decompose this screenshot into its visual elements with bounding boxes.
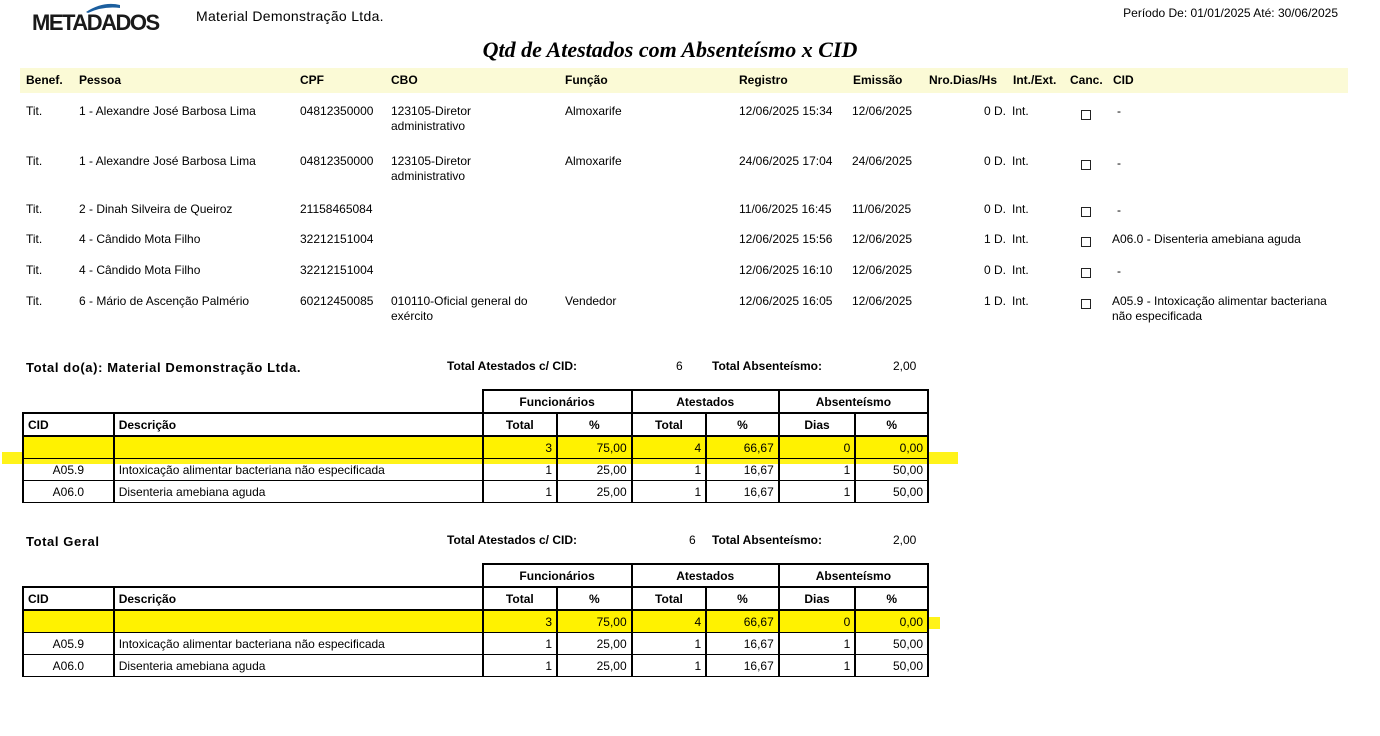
row-cid: - bbox=[1117, 104, 1121, 118]
row-cpf: 04812350000 bbox=[300, 104, 374, 118]
row-cid: A05.9 - Intoxicação alimentar bacteriana não especificada bbox=[1112, 294, 1327, 323]
hdr-descricao: Descrição bbox=[114, 587, 483, 610]
row-pessoa: 1 - Alexandre José Barbosa Lima bbox=[79, 104, 256, 118]
row-benef: Tit. bbox=[26, 294, 43, 308]
row-funcao: Almoxarife bbox=[565, 104, 622, 118]
cell-func-total: 1 bbox=[483, 655, 558, 677]
hdr-absenteismo: Absenteísmo bbox=[779, 564, 928, 587]
row-benef: Tit. bbox=[26, 202, 43, 216]
canc-checkbox[interactable] bbox=[1081, 268, 1091, 278]
row-benef: Tit. bbox=[26, 263, 43, 277]
row-cid: A06.0 - Disenteria amebiana aguda bbox=[1112, 232, 1301, 246]
cell-at-pct: 16,67 bbox=[706, 459, 779, 481]
table-row bbox=[23, 436, 928, 459]
hdr-cid: CID bbox=[23, 587, 114, 610]
company-name: Material Demonstração Ltda. bbox=[196, 8, 384, 24]
hdr-dias: Dias bbox=[779, 587, 856, 610]
cell-func-pct: 25,00 bbox=[557, 655, 632, 677]
table-row bbox=[23, 481, 928, 503]
cell-func-total: 1 bbox=[483, 481, 558, 503]
col-cbo: CBO bbox=[391, 73, 418, 87]
hdr-func-pct: % bbox=[557, 413, 632, 436]
cell-at-pct: 16,67 bbox=[706, 655, 779, 677]
hdr-funcionarios: Funcionários bbox=[483, 390, 632, 413]
hdr-dias: Dias bbox=[779, 413, 856, 436]
cell-descricao: Intoxicação alimentar bacteriana não especificada bbox=[114, 459, 483, 481]
cell-abs-pct: 0,00 bbox=[855, 610, 928, 633]
row-registro: 12/06/2025 15:34 bbox=[739, 104, 833, 118]
hdr-func-total: Total bbox=[483, 587, 558, 610]
total-absenteismo-label: Total Absenteísmo: bbox=[712, 359, 823, 373]
cell-at-total: 1 bbox=[632, 481, 707, 503]
canc-checkbox[interactable] bbox=[1081, 237, 1091, 247]
col-benef: Benef. bbox=[26, 73, 63, 87]
hdr-abs-pct: % bbox=[855, 413, 928, 436]
hdr-at-pct: % bbox=[706, 413, 779, 436]
hdr-atestados: Atestados bbox=[632, 390, 779, 413]
row-registro: 12/06/2025 15:56 bbox=[739, 232, 833, 246]
cell-abs-pct: 50,00 bbox=[855, 481, 928, 503]
cell-func-pct: 25,00 bbox=[557, 633, 632, 655]
cell-at-pct: 16,67 bbox=[706, 633, 779, 655]
row-cpf: 21158465084 bbox=[300, 202, 373, 216]
row-cid: - bbox=[1117, 203, 1121, 217]
row-benef: Tit. bbox=[26, 154, 43, 168]
col-pessoa: Pessoa bbox=[79, 73, 122, 87]
cell-dias: 1 bbox=[779, 481, 856, 503]
cell-cid bbox=[23, 436, 114, 459]
row-int-ext: Int. bbox=[1012, 294, 1029, 308]
hdr-func-total: Total bbox=[483, 413, 558, 436]
cell-at-total: 4 bbox=[632, 436, 707, 459]
row-emissao: 11/06/2025 bbox=[852, 202, 912, 216]
row-cbo: 123105-Diretor administrativo bbox=[391, 154, 472, 183]
row-cid: - bbox=[1117, 264, 1121, 278]
cell-dias: 1 bbox=[779, 633, 856, 655]
col-emissao: Emissão bbox=[853, 73, 903, 87]
cell-at-total: 4 bbox=[632, 610, 707, 633]
col-cpf: CPF bbox=[300, 73, 324, 87]
hdr-at-pct: % bbox=[706, 587, 779, 610]
table-row bbox=[23, 459, 928, 481]
cell-descricao bbox=[114, 436, 483, 459]
summary-table bbox=[22, 389, 929, 503]
column-header-band bbox=[20, 68, 1348, 93]
canc-checkbox[interactable] bbox=[1081, 160, 1091, 170]
cell-func-pct: 75,00 bbox=[557, 436, 632, 459]
cell-dias: 1 bbox=[779, 459, 856, 481]
period-range: Período De: 01/01/2025 Até: 30/06/2025 bbox=[1123, 6, 1338, 20]
row-pessoa: 2 - Dinah Silveira de Queiroz bbox=[79, 202, 233, 216]
row-registro: 12/06/2025 16:10 bbox=[739, 263, 833, 277]
hdr-at-total: Total bbox=[632, 413, 707, 436]
row-int-ext: Int. bbox=[1012, 232, 1029, 246]
cell-descricao: Disenteria amebiana aguda bbox=[114, 481, 483, 503]
row-emissao: 12/06/2025 bbox=[852, 294, 913, 308]
row-pessoa: 6 - Mário de Ascenção Palmério bbox=[79, 294, 250, 308]
table-row bbox=[23, 610, 928, 633]
cell-cid: A06.0 bbox=[23, 655, 114, 677]
row-cpf: 32212151004 bbox=[300, 232, 374, 246]
canc-checkbox[interactable] bbox=[1081, 299, 1091, 309]
row-cbo: 123105-Diretor administrativo bbox=[391, 104, 472, 133]
table-row bbox=[23, 633, 928, 655]
row-cpf: 04812350000 bbox=[300, 154, 374, 168]
cell-func-pct: 75,00 bbox=[557, 610, 632, 633]
cell-func-total: 1 bbox=[483, 633, 558, 655]
row-int-ext: Int. bbox=[1012, 154, 1029, 168]
row-cpf: 60212450085 bbox=[300, 294, 374, 308]
total-prefix: Total Geral bbox=[26, 534, 100, 549]
cell-func-pct: 25,00 bbox=[557, 481, 632, 503]
col-canc: Canc. bbox=[1070, 73, 1103, 87]
cell-func-total: 3 bbox=[483, 610, 558, 633]
cell-at-total: 1 bbox=[632, 633, 707, 655]
row-pessoa: 4 - Cândido Mota Filho bbox=[79, 263, 201, 277]
cell-cid: A06.0 bbox=[23, 481, 114, 503]
cell-dias: 0 bbox=[779, 436, 856, 459]
total-prefix: Total do(a): bbox=[26, 360, 103, 375]
cell-at-total: 1 bbox=[632, 459, 707, 481]
hdr-descricao: Descrição bbox=[114, 413, 483, 436]
cell-func-total: 1 bbox=[483, 459, 558, 481]
row-int-ext: Int. bbox=[1012, 202, 1029, 216]
row-nro-dias: 0 D. bbox=[984, 154, 1007, 168]
col-nro-dias: Nro.Dias/Hs bbox=[929, 73, 998, 87]
table-row bbox=[23, 655, 928, 677]
logo: METADADOS bbox=[32, 10, 159, 35]
cell-descricao: Intoxicação alimentar bacteriana não especificada bbox=[114, 633, 483, 655]
cell-at-pct: 66,67 bbox=[706, 436, 779, 459]
total-atestados-value: 6 bbox=[676, 359, 683, 373]
row-nro-dias: 0 D. bbox=[984, 263, 1007, 277]
cell-at-pct: 16,67 bbox=[706, 481, 779, 503]
row-funcao: Almoxarife bbox=[565, 154, 622, 168]
cell-abs-pct: 50,00 bbox=[855, 459, 928, 481]
cell-abs-pct: 50,00 bbox=[855, 655, 928, 677]
cell-cid: A05.9 bbox=[23, 633, 114, 655]
total-absenteismo-label: Total Absenteísmo: bbox=[712, 533, 823, 547]
row-benef: Tit. bbox=[26, 104, 43, 118]
row-cpf: 32212151004 bbox=[300, 263, 374, 277]
hdr-cid: CID bbox=[23, 413, 114, 436]
cell-abs-pct: 0,00 bbox=[855, 436, 928, 459]
report-title-text: Qtd de Atestados com Absenteísmo x CID bbox=[482, 37, 858, 62]
total-absenteismo-value: 2,00 bbox=[893, 359, 917, 373]
cell-func-total: 3 bbox=[483, 436, 558, 459]
cell-at-total: 1 bbox=[632, 655, 707, 677]
canc-checkbox[interactable] bbox=[1081, 110, 1091, 120]
row-nro-dias: 1 D. bbox=[984, 294, 1007, 308]
row-nro-dias: 0 D. bbox=[984, 104, 1007, 118]
cell-func-pct: 25,00 bbox=[557, 459, 632, 481]
row-emissao: 12/06/2025 bbox=[852, 232, 913, 246]
hdr-at-total: Total bbox=[632, 587, 707, 610]
col-funcao: Função bbox=[565, 73, 608, 87]
canc-checkbox[interactable] bbox=[1081, 207, 1091, 217]
cell-abs-pct: 50,00 bbox=[855, 633, 928, 655]
report-title bbox=[0, 37, 1380, 63]
row-cid: - bbox=[1117, 156, 1121, 170]
summary-table bbox=[22, 563, 929, 677]
col-cid: CID bbox=[1113, 73, 1134, 87]
total-company-label bbox=[26, 360, 301, 375]
cell-descricao: Disenteria amebiana aguda bbox=[114, 655, 483, 677]
hdr-funcionarios: Funcionários bbox=[483, 564, 632, 587]
cell-cid bbox=[23, 610, 114, 633]
hdr-abs-pct: % bbox=[855, 587, 928, 610]
cell-at-pct: 66,67 bbox=[706, 610, 779, 633]
total-company-name: Material Demonstração Ltda. bbox=[107, 360, 302, 375]
row-registro: 12/06/2025 16:05 bbox=[739, 294, 833, 308]
row-registro: 24/06/2025 17:04 bbox=[739, 154, 833, 168]
total-geral-label bbox=[26, 534, 100, 549]
hdr-atestados: Atestados bbox=[632, 564, 779, 587]
row-funcao: Vendedor bbox=[565, 294, 617, 308]
row-emissao: 24/06/2025 bbox=[852, 154, 913, 168]
total-atestados-value: 6 bbox=[689, 533, 696, 547]
cell-cid: A05.9 bbox=[23, 459, 114, 481]
col-int-ext: Int./Ext. bbox=[1013, 73, 1057, 87]
row-pessoa: 1 - Alexandre José Barbosa Lima bbox=[79, 154, 256, 168]
total-atestados-label: Total Atestados c/ CID: bbox=[447, 533, 578, 547]
row-emissao: 12/06/2025 bbox=[852, 104, 913, 118]
row-benef: Tit. bbox=[26, 232, 43, 246]
total-atestados-label: Total Atestados c/ CID: bbox=[447, 359, 578, 373]
total-absenteismo-value: 2,00 bbox=[893, 533, 917, 547]
row-int-ext: Int. bbox=[1012, 104, 1029, 118]
col-registro: Registro bbox=[739, 73, 788, 87]
row-pessoa: 4 - Cândido Mota Filho bbox=[79, 232, 201, 246]
row-registro: 11/06/2025 16:45 bbox=[739, 202, 832, 216]
hdr-absenteismo: Absenteísmo bbox=[779, 390, 928, 413]
cell-descricao bbox=[114, 610, 483, 633]
row-nro-dias: 1 D. bbox=[984, 232, 1007, 246]
hdr-func-pct: % bbox=[557, 587, 632, 610]
row-int-ext: Int. bbox=[1012, 263, 1029, 277]
row-emissao: 12/06/2025 bbox=[852, 263, 913, 277]
row-cbo: 010110-Oficial general do exército bbox=[391, 294, 528, 323]
cell-dias: 0 bbox=[779, 610, 856, 633]
row-nro-dias: 0 D. bbox=[984, 202, 1007, 216]
cell-dias: 1 bbox=[779, 655, 856, 677]
